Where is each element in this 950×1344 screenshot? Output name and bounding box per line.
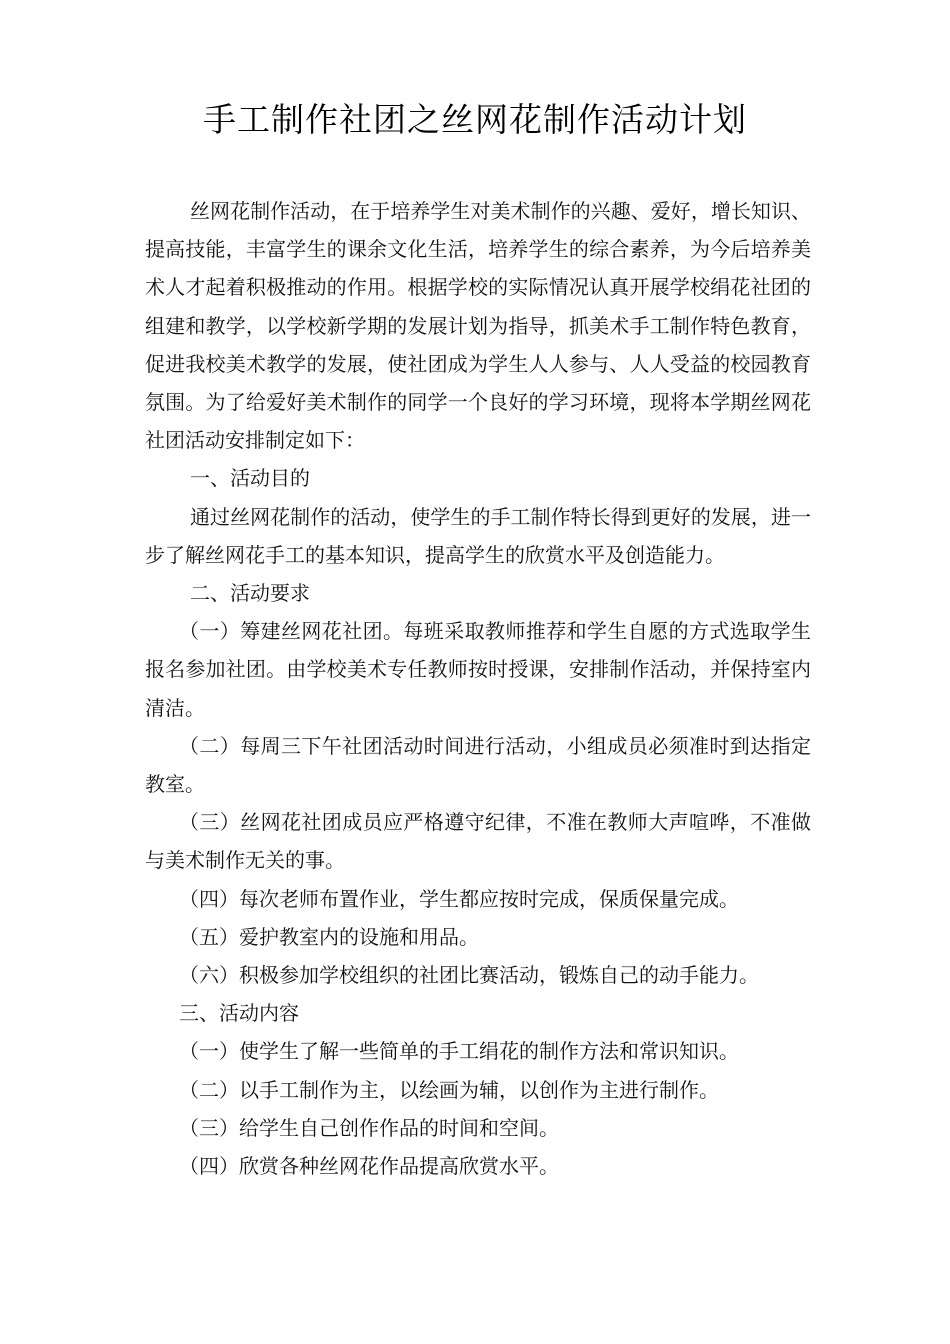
content-item: （二）以手工制作为主，以绘画为辅，以创作为主进行制作。: [179, 1077, 719, 1102]
section-heading-content: 三、活动内容: [179, 1001, 299, 1026]
content-item: （四）欣赏各种丝网花作品提高欣赏水平。: [179, 1154, 559, 1179]
section-heading-purpose: 一、活动目的: [190, 466, 310, 491]
content-item: （三）给学生自己创作作品的时间和空间。: [179, 1115, 559, 1140]
intro-paragraph: 丝网花制作活动，在于培养学生对美术制作的兴趣、爱好，增长知识、提高技能，丰富学生的课余文化生活，培养学生的综合素养，为今后培养美术人才起着积极推动的作用。根据学校的实际情况认真开展学校绢花社团的组建和教学，以学校新学期的发展计划为指导，抓美术手工制作特色教育，促进我校美术教学的发展，使社团成为学生人人参与、人人受益的校园教育氛围。为了给爱好美术制作的同学一个良好的学习环境，现将本学期丝网花社团活动安排制定如下：: [145, 199, 811, 453]
requirement-item: （二）每周三下午社团活动时间进行活动，小组成员必须准时到达指定教室。: [145, 733, 811, 797]
requirement-item: （六）积极参加学校组织的社团比赛活动，锻炼自己的动手能力。: [179, 963, 759, 988]
requirement-item: （五）爱护教室内的设施和用品。: [179, 924, 479, 949]
purpose-paragraph: 通过丝网花制作的活动，使学生的手工制作特长得到更好的发展，进一步了解丝网花手工的基本知识，提高学生的欣赏水平及创造能力。: [145, 504, 811, 567]
document-title: 手工制作社团之丝网花制作活动计划: [203, 100, 747, 139]
section-heading-requirements: 二、活动要求: [190, 581, 310, 606]
requirement-item: （一）筹建丝网花社团。每班采取教师推荐和学生自愿的方式选取学生报名参加社团。由学校美术专任教师按时授课，安排制作活动，并保持室内清洁。: [145, 619, 811, 720]
document-body: [145, 192, 811, 1185]
requirement-item: （四）每次老师布置作业，学生都应按时完成，保质保量完成。: [179, 886, 739, 911]
requirement-item: （三）丝网花社团成员应严格遵守纪律，不准在教师大声喧哗，不准做与美术制作无关的事。: [145, 810, 811, 873]
content-item: （一）使学生了解一些简单的手工绢花的制作方法和常识知识。: [179, 1039, 739, 1064]
